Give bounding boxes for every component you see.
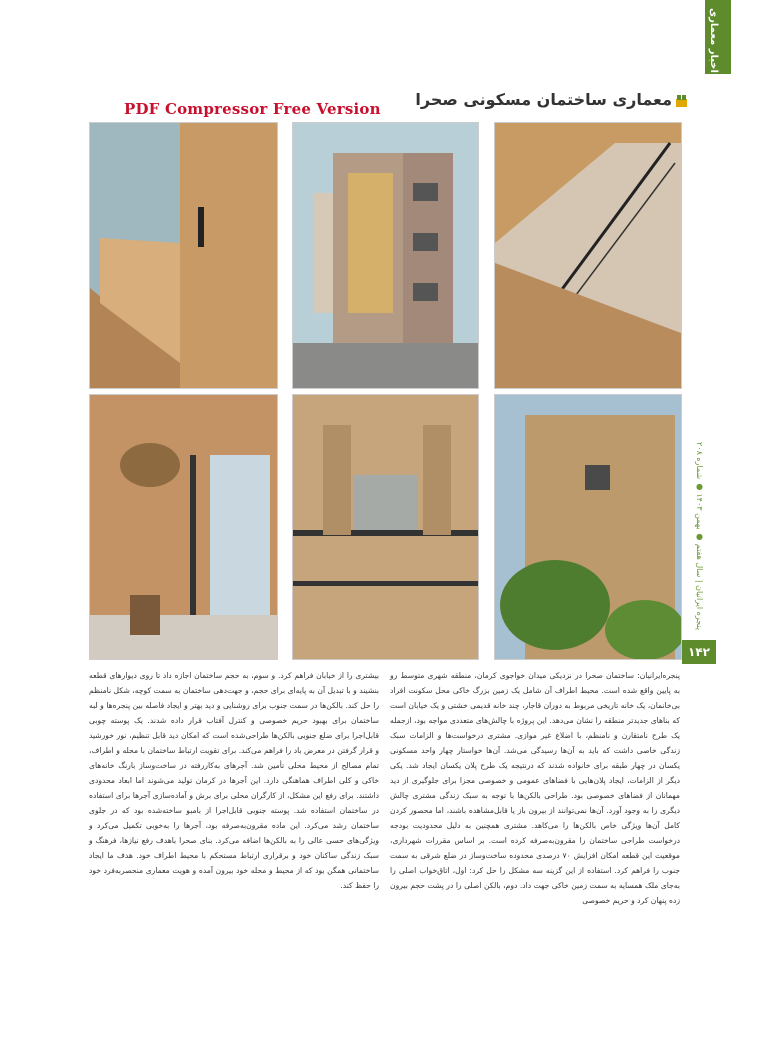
photo-building-facade <box>292 122 479 389</box>
watermark: PDF Compressor Free Version <box>124 100 381 118</box>
title-bullet-icon <box>676 95 687 107</box>
photo-brick-corner <box>89 122 278 389</box>
photo-stairs <box>494 122 682 389</box>
photo-bamboo-shutters <box>292 394 479 660</box>
photo-facade-trees <box>494 394 682 660</box>
section-tab <box>705 0 731 74</box>
text-column-right <box>390 668 680 908</box>
section-tab-label: اخبار معماری <box>708 8 719 73</box>
issue-sidebar: پنجره ایرانیان | سال هفتم ● بهمن ۱۴۰۳ ● شماره ۲۰۸ <box>695 441 704 630</box>
text-column-left-body: بیشتری را از خیابان فراهم کرد. و سوم، به حجم ساختمان اجازه داد تا روی دیوارهای قطعه بنشیند و با تبدیل آن به پایه‌ای برای حجم، و جهت‌دهی ساختمان به سمت کوچه، شکل نامنظم را حل کند. بالکن‌ها در سمت جنوب برای روشنایی و دید بهتر و ایجاد فاصله بین پنجره‌ها و لبه ساختمان برای بهبود حریم خصوصی و کنترل آفتاب قرار داده شدند. یک پوسته چوبی قابل‌اجرا برای ضلع جنوبی بالکن‌ها طراحی‌شده است که امکان دید قابل تنظیم، نور خورشید و قرار گرفتن در معرض باد را فراهم می‌کند. برای تقویت ارتباط ساختمان با محله و اطراف، تمام مصالح از محیط محلی تأمین شد. آجرهای به‌کاررفته در ساخت‌وساز بارنگ خانه‌های خاکی و کلی اطراف هماهنگی دارد. این آجرها در کرمان تولید می‌شوند اما ابعاد محدودی داشتند. برای رفع این مشکل، از کارگران محلی برای برش و آماده‌سازی آجرها برای استفاده در ساختمان استفاده شد. پوسته جنوبی قابل‌اجرا از بامبو ساخته‌شده بود که در جلوی ساختمان رشد می‌کرد. این ماده مقرون‌به‌صرفه بود، آجرها را به‌خوبی تکمیل می‌کرد و ویژگی‌های حسی عالی را به بالکن‌ها اضافه می‌کرد. بنای صحرا باهدف رفع نیازها، فرهنگ و سبک زندگی ساکنان خود و برقراری ارتباط مستحکم با محیط اطراف خود. هدف ما ایجاد ساختمانی همگن بود که از محیط و محله خود بیرون آمده و هویت معماری منحصربه‌فرد خود را حفظ کند. <box>89 671 379 890</box>
article-title: معماری ساختمان مسکونی صحرا <box>415 90 672 109</box>
photo-balcony-interior <box>89 394 278 660</box>
page-number: ۱۴۲ <box>682 640 716 664</box>
text-column-right-body: پنجره‌ایرانیان: ساختمان صحرا در نزدیکی میدان خواجوی کرمان، منطقه شهری متوسط رو به پایین واقع شده است. محیط اطراف آن شامل یک زمین بزرگ خاکی محل سکونت افراد بی‌خانمان، یک خانه تاریخی مربوط به دوران قاجار، چند خانه قدیمی خشتی و یک خیابان است که بناهای جدیدتر منطقه را نشان می‌دهد. این پروژه با چالش‌های متعددی مواجه بود، ازجمله یک طرح نامتقارن و نامنظم، با اضلاع غیر موازی. مشتری درخواست‌ها و الزامات سبک زندگی خاصی داشت که باید به آن‌ها رسیدگی می‌شد. آن‌ها خواستار چهار واحد مسکونی یکسان در چهار طبقه برای خانواده شدند که درنتیجه یک طرح پلان یکسان ایجاد شد. یکی دیگر از الزامات، ایجاد پلان‌هایی با فضاهای عمومی و خصوصی مجزا برای جلوگیری از دید مهمانان از فضاهای خصوصی بود. طراحی بالکن‌ها با توجه به سبک زندگی مشتری چالش دیگری را به وجود آورد. آن‌ها نمی‌توانند از بیرون باز یا قابل‌مشاهده باشند، اما محصور کردن کامل آن‌ها ویژگی خاص بالکن‌ها را می‌کاهد. مشتری همچنین به دلیل محدودیت بودجه درخواست طراحی ساختمان را مقرون‌به‌صرفه کرده است. بر اساس مقررات شهرداری، موقعیت این قطعه امکان افزایش ۷۰ درصدی محدوده ساخت‌وساز در ضلع شرقی به سمت جنوب را فراهم کرد. استفاده از این گزینه سه مشکل را حل کرد: اول، اتاق‌خواب اصلی را به‌جای ملک همسایه به سمت زمین خاکی جهت داد. دوم، بالکن اصلی را در پشت حجم بیرون زده پنهان کرد و حریم خصوصی <box>390 671 680 905</box>
text-column-left <box>89 668 379 893</box>
